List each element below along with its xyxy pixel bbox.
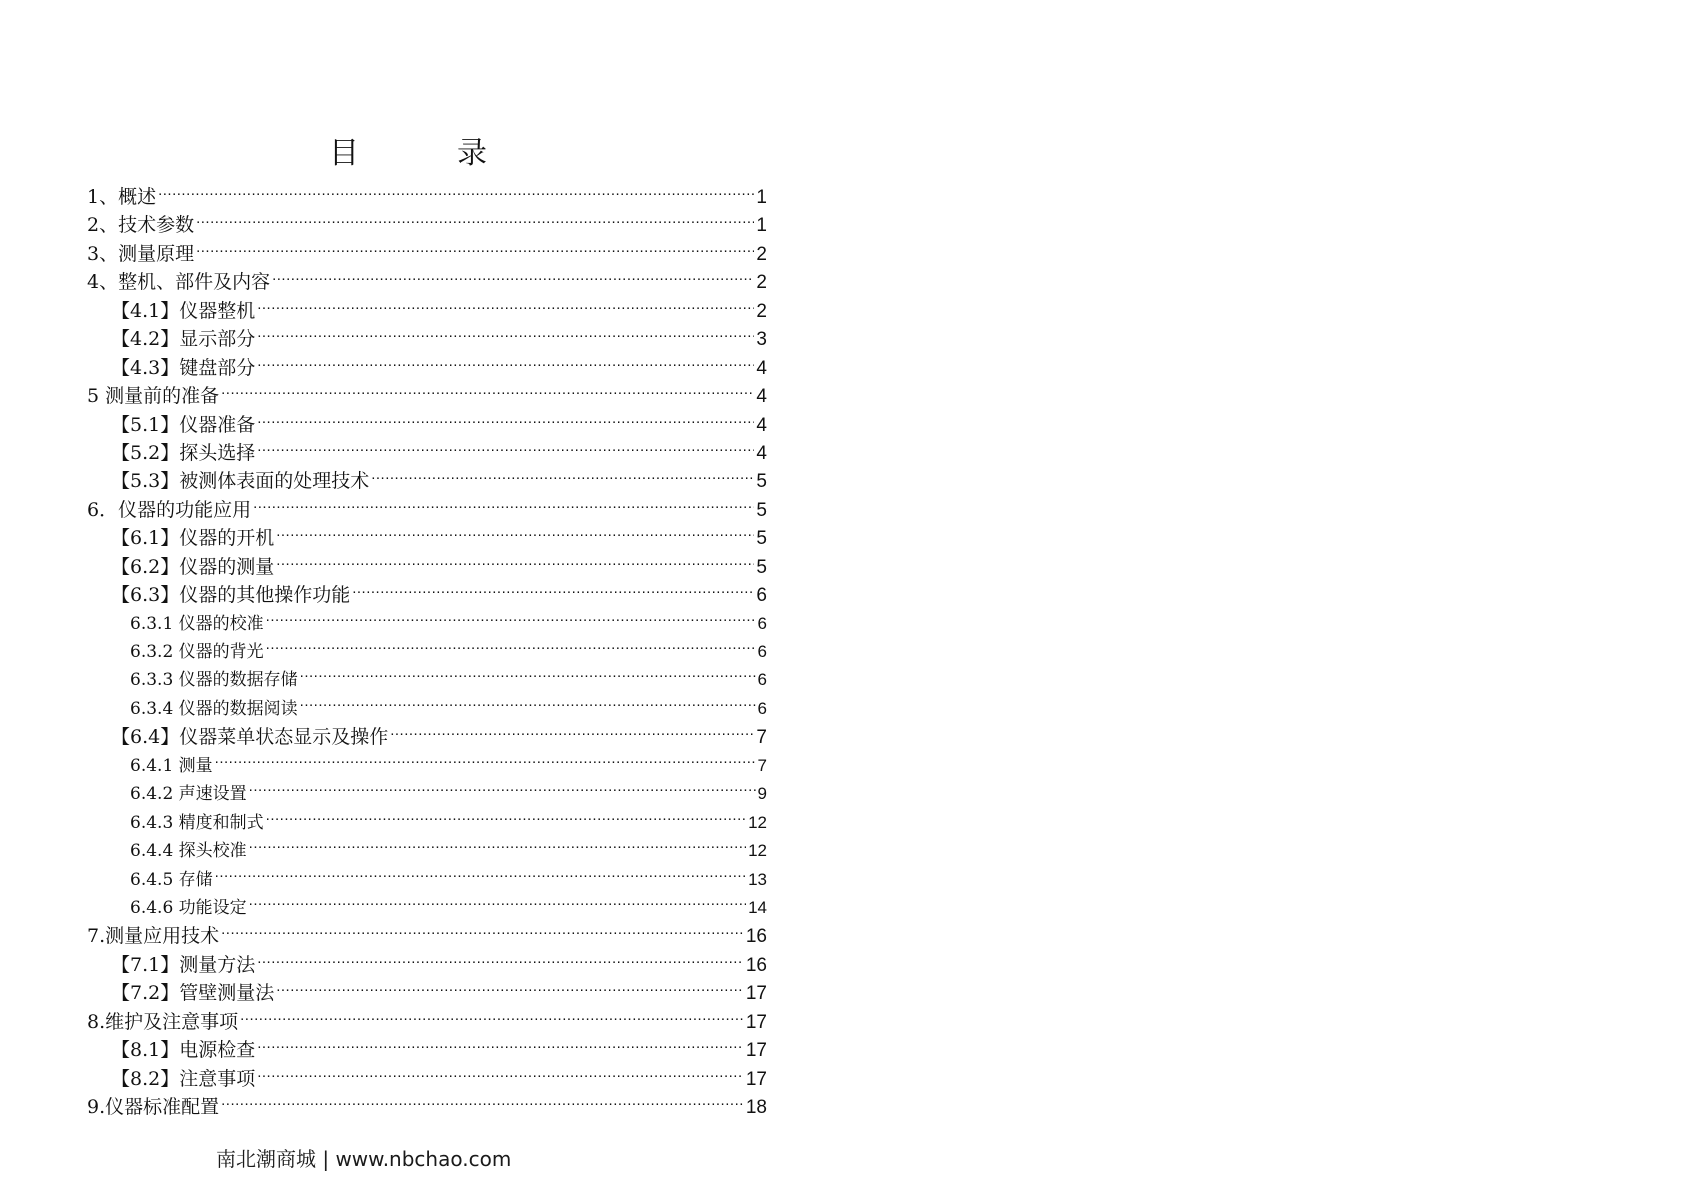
toc-entry-page-number: 12 [748, 812, 767, 832]
toc-entry-page-number: 17 [745, 1011, 767, 1033]
toc-dot-leader [352, 582, 754, 601]
toc-dot-leader [215, 868, 746, 885]
toc-entry-label: 【5.2】探头选择 [111, 441, 256, 464]
toc-entry-label: 6.3.1 仪器的校准 [130, 613, 264, 634]
toc-entry[interactable] [87, 240, 767, 268]
toc-entry[interactable] [87, 524, 767, 552]
toc-dot-leader [390, 724, 754, 743]
toc-entry[interactable] [87, 496, 767, 524]
toc-entry-page-number: 7 [757, 755, 767, 775]
toc-entry-label: 4、整机、部件及内容 [87, 271, 271, 294]
toc-dot-leader [196, 212, 754, 231]
toc-entry[interactable] [87, 439, 767, 467]
toc-entry[interactable] [87, 894, 767, 922]
toc-entry-label: 6.4.1 测量 [130, 755, 213, 776]
toc-entry-label: 8.维护及注意事项 [87, 1010, 239, 1033]
toc-entry[interactable] [87, 1008, 767, 1036]
toc-dot-leader [257, 1066, 744, 1085]
toc-entry-page-number: 5 [756, 528, 767, 550]
toc-dot-leader [300, 668, 756, 685]
toc-entry[interactable] [87, 979, 767, 1007]
toc-entry-label: 【6.3】仪器的其他操作功能 [111, 584, 351, 607]
toc-dot-leader [221, 383, 754, 402]
toc-dot-leader [272, 269, 754, 288]
toc-entry[interactable] [87, 211, 767, 239]
table-of-contents [87, 183, 767, 1121]
toc-entry-label: 【4.2】显示部分 [111, 328, 256, 351]
toc-entry[interactable] [87, 354, 767, 382]
toc-entry-label: 6．仪器的功能应用 [87, 498, 252, 521]
toc-entry[interactable] [87, 695, 767, 723]
toc-dot-leader [221, 923, 744, 942]
toc-entry-page-number: 4 [756, 442, 767, 464]
toc-dot-leader [257, 412, 754, 431]
toc-entry-label: 【7.2】管壁测量法 [111, 982, 275, 1005]
toc-entry-page-number: 4 [756, 386, 767, 408]
toc-entry-page-number: 6 [756, 585, 767, 607]
toc-dot-leader [257, 440, 754, 459]
toc-entry-label: 2、技术参数 [87, 214, 195, 237]
toc-entry[interactable] [87, 1065, 767, 1093]
toc-entry[interactable] [87, 1036, 767, 1064]
toc-dot-leader [266, 640, 756, 657]
toc-entry[interactable] [87, 382, 767, 410]
toc-dot-leader [221, 1094, 744, 1113]
toc-dot-leader [249, 782, 756, 799]
toc-entry-page-number: 1 [756, 187, 767, 208]
toc-dot-leader [249, 839, 746, 856]
toc-dot-leader [276, 554, 754, 573]
toc-dot-leader [257, 355, 754, 374]
toc-entry-page-number: 2 [756, 243, 767, 265]
page-title: 目 录 [329, 136, 521, 171]
toc-entry-label: 【4.1】仪器整机 [111, 299, 256, 322]
toc-entry-label: 【6.4】仪器菜单状态显示及操作 [111, 726, 389, 749]
toc-entry-label: 【8.2】注意事项 [111, 1067, 256, 1090]
toc-dot-leader [276, 980, 744, 999]
toc-entry-page-number: 16 [745, 954, 767, 976]
toc-entry-label: 【8.1】电源检查 [111, 1039, 256, 1062]
toc-dot-leader [300, 697, 756, 714]
toc-entry-label: 3、测量原理 [87, 242, 195, 265]
toc-entry-label: 【7.1】测量方法 [111, 953, 256, 976]
toc-entry[interactable] [87, 922, 767, 950]
toc-entry-page-number: 2 [756, 272, 767, 294]
toc-entry-page-number: 6 [757, 613, 767, 633]
footer-watermark: 南北潮商城 | www.nbchao.com [216, 1147, 512, 1171]
toc-entry[interactable] [87, 1093, 767, 1121]
toc-entry-label: 【4.3】键盘部分 [111, 356, 256, 379]
toc-entry-page-number: 18 [745, 1097, 767, 1118]
toc-entry-page-number: 17 [745, 1068, 767, 1090]
toc-entry[interactable] [87, 837, 767, 865]
toc-entry-page-number: 16 [745, 926, 767, 948]
toc-entry-label: 6.4.3 精度和制式 [130, 812, 264, 833]
toc-entry-label: 1、概述 [87, 186, 157, 208]
toc-entry-page-number: 5 [756, 556, 767, 578]
toc-entry-label: 6.3.2 仪器的背光 [130, 642, 264, 662]
toc-entry[interactable] [87, 780, 767, 808]
toc-entry[interactable] [87, 610, 767, 638]
toc-entry[interactable] [87, 553, 767, 581]
toc-dot-leader [257, 326, 754, 345]
toc-entry-label: 【6.1】仪器的开机 [111, 527, 275, 550]
toc-entry-label: 6.3.4 仪器的数据阅读 [130, 698, 298, 719]
toc-entry-label: 7.测量应用技术 [87, 925, 220, 948]
toc-entry-page-number: 6 [757, 670, 767, 690]
toc-entry-label: 【5.1】仪器准备 [111, 413, 256, 436]
toc-entry-page-number: 5 [756, 499, 767, 521]
toc-dot-leader [240, 1009, 744, 1028]
toc-entry-page-number: 13 [748, 869, 767, 889]
toc-dot-leader [257, 1037, 744, 1056]
toc-entry-page-number: 7 [756, 727, 767, 749]
toc-entry-page-number: 9 [757, 784, 767, 804]
toc-entry[interactable] [87, 297, 767, 325]
toc-entry-label: 6.4.6 功能设定 [130, 897, 247, 918]
toc-dot-leader [158, 184, 754, 203]
toc-dot-leader [215, 754, 756, 771]
toc-entry-page-number: 3 [756, 329, 767, 351]
toc-entry[interactable] [87, 411, 767, 439]
toc-entry-page-number: 2 [756, 300, 767, 322]
toc-entry[interactable] [87, 325, 767, 353]
toc-entry-label: 5 测量前的准备 [87, 385, 220, 408]
toc-entry-page-number: 6 [757, 642, 767, 661]
toc-entry[interactable] [87, 183, 767, 211]
toc-dot-leader [249, 896, 746, 913]
toc-dot-leader [253, 497, 754, 516]
toc-entry-label: 【6.2】仪器的测量 [111, 555, 275, 578]
toc-entry[interactable] [87, 581, 767, 609]
toc-entry-page-number: 1 [756, 215, 767, 237]
toc-entry[interactable] [87, 638, 767, 666]
toc-entry[interactable] [87, 752, 767, 780]
toc-entry[interactable] [87, 467, 767, 495]
toc-entry-page-number: 14 [748, 897, 767, 917]
toc-dot-leader [257, 298, 754, 317]
toc-entry-page-number: 12 [748, 841, 767, 861]
toc-entry-page-number: 6 [757, 698, 767, 718]
toc-dot-leader [257, 952, 744, 971]
toc-entry[interactable] [87, 666, 767, 694]
toc-dot-leader [196, 241, 754, 260]
toc-dot-leader [276, 525, 754, 544]
toc-entry-label: 6.4.2 声速设置 [130, 784, 247, 805]
toc-entry[interactable] [87, 268, 767, 296]
toc-entry-label: 6.3.3 仪器的数据存储 [130, 670, 298, 691]
toc-entry[interactable] [87, 809, 767, 837]
toc-dot-leader [371, 468, 754, 487]
toc-entry-page-number: 4 [756, 357, 767, 379]
toc-entry[interactable] [87, 723, 767, 751]
toc-entry[interactable] [87, 866, 767, 894]
toc-entry-page-number: 17 [745, 1040, 767, 1062]
toc-entry-label: 9.仪器标准配置 [87, 1096, 220, 1118]
toc-entry-page-number: 17 [745, 983, 767, 1005]
toc-entry-label: 6.4.5 存储 [130, 869, 213, 890]
toc-entry-label: 6.4.4 探头校准 [130, 841, 247, 862]
toc-entry-page-number: 5 [756, 471, 767, 493]
toc-entry-label: 【5.3】被测体表面的处理技术 [111, 470, 370, 493]
toc-entry[interactable] [87, 951, 767, 979]
toc-dot-leader [266, 612, 756, 629]
toc-dot-leader [266, 811, 746, 828]
toc-entry-page-number: 4 [756, 414, 767, 436]
